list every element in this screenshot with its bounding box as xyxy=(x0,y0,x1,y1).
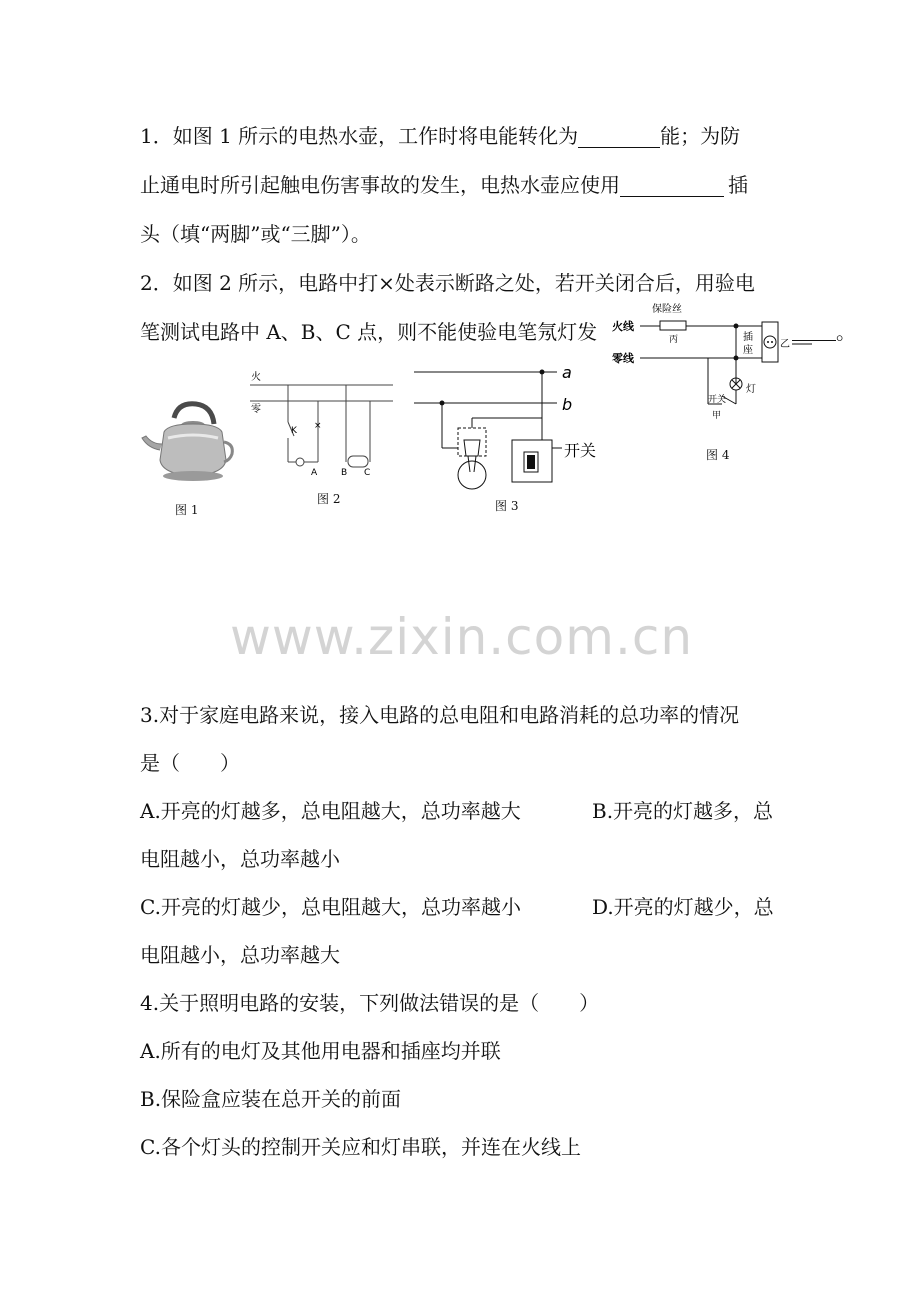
fig2-b-label: B xyxy=(341,468,348,478)
fig2-c-label: C xyxy=(364,468,371,478)
fig3-b-label: b xyxy=(562,395,573,414)
fig4-zero-label: 零线 xyxy=(612,352,634,365)
fig4-socket-label-1: 插 xyxy=(743,332,753,343)
q1-text-1a: 1．如图 1 所示的电热水壶，工作时将电能转化为 xyxy=(140,124,579,148)
q2-end-mark: 。 xyxy=(836,320,856,344)
q3-option-c[interactable]: C.开亮的灯越少，总电阻越大，总功率越小 xyxy=(140,895,521,919)
q3-option-b-cont: 电阻越小，总功率越小 xyxy=(140,847,340,871)
fig4-switch-label: 开关 xyxy=(708,395,727,405)
q3-option-a[interactable]: A.开亮的灯越多，总电阻越大，总功率越大 xyxy=(140,799,521,823)
figure-2-circuit xyxy=(248,370,398,480)
figure-3-circuit xyxy=(412,360,612,495)
q1-line-3: 头（填“两脚”或“三脚”）。 xyxy=(140,222,371,246)
q3-line-1: 3.对于家庭电路来说，接入电路的总电阻和电路消耗的总功率的情况 xyxy=(140,703,740,727)
fig4-socket-label-2: 座 xyxy=(743,345,753,356)
q1-text-2b: 插 xyxy=(728,173,748,197)
q1-line-2 xyxy=(140,173,748,197)
q1-blank-2[interactable] xyxy=(620,176,724,197)
watermark: www.zixin.com.cn xyxy=(230,608,694,666)
fig2-break-mark: × xyxy=(314,421,322,431)
fig2-fire-label: 火 xyxy=(251,372,261,383)
q2-blank-4[interactable] xyxy=(792,320,836,341)
q4-option-b[interactable]: B.保险盒应装在总开关的前面 xyxy=(140,1087,402,1111)
q4-option-c[interactable]: C.各个灯头的控制开关应和灯串联，并连在火线上 xyxy=(140,1135,581,1159)
figure-3-caption: 图 3 xyxy=(495,499,519,513)
fig4-lamp-label: 灯 xyxy=(746,384,756,395)
figure-1-caption: 图 1 xyxy=(175,503,199,517)
fig2-zero-label: 零 xyxy=(251,404,261,415)
q1-line-1 xyxy=(140,124,740,148)
fig4-jia-label: 甲 xyxy=(712,411,722,421)
q3-option-b[interactable]: B.开亮的灯越多，总 xyxy=(592,799,774,823)
q4-option-a[interactable]: A.所有的电灯及其他用电器和插座均并联 xyxy=(140,1039,501,1063)
q2-line-1: 2．如图 2 所示，电路中打×处表示断路之处，若开关闭合后，用验电 xyxy=(140,271,755,295)
fig4-bing-label: 丙 xyxy=(669,335,679,345)
q1-blank-1[interactable] xyxy=(578,127,660,148)
q2-line-2: 笔测试电路中 A、B、C 点，则不能使验电笔氖灯发 xyxy=(140,320,598,344)
fig3-a-label: a xyxy=(562,363,572,382)
fig2-a-label: A xyxy=(311,468,318,478)
q1-text-2a: 止通电时所引起触电伤害事故的发生，电热水壶应使用 xyxy=(140,173,620,197)
fig2-k-label: K xyxy=(291,426,297,436)
fig3-switch-label: 开关 xyxy=(564,441,597,460)
figure-1-kettle xyxy=(138,398,238,488)
q3-option-d[interactable]: D.开亮的灯越少，总 xyxy=(592,895,774,919)
q3-option-d-cont: 电阻越小，总功率越大 xyxy=(140,943,340,967)
figure-4-caption: 图 4 xyxy=(706,448,730,462)
q1-text-1b: 能；为防 xyxy=(660,124,741,148)
figure-4-circuit xyxy=(612,300,812,430)
q3-line-2: 是（ ） xyxy=(140,751,240,775)
fig4-fuse-label: 保险丝 xyxy=(652,304,682,315)
q4-line-1: 4.关于照明电路的安装，下列做法错误的是（ ） xyxy=(140,991,600,1015)
fig4-fire-label: 火线 xyxy=(612,320,634,333)
figure-2-caption: 图 2 xyxy=(317,492,341,506)
fig4-yi-label: 乙 xyxy=(780,339,790,350)
